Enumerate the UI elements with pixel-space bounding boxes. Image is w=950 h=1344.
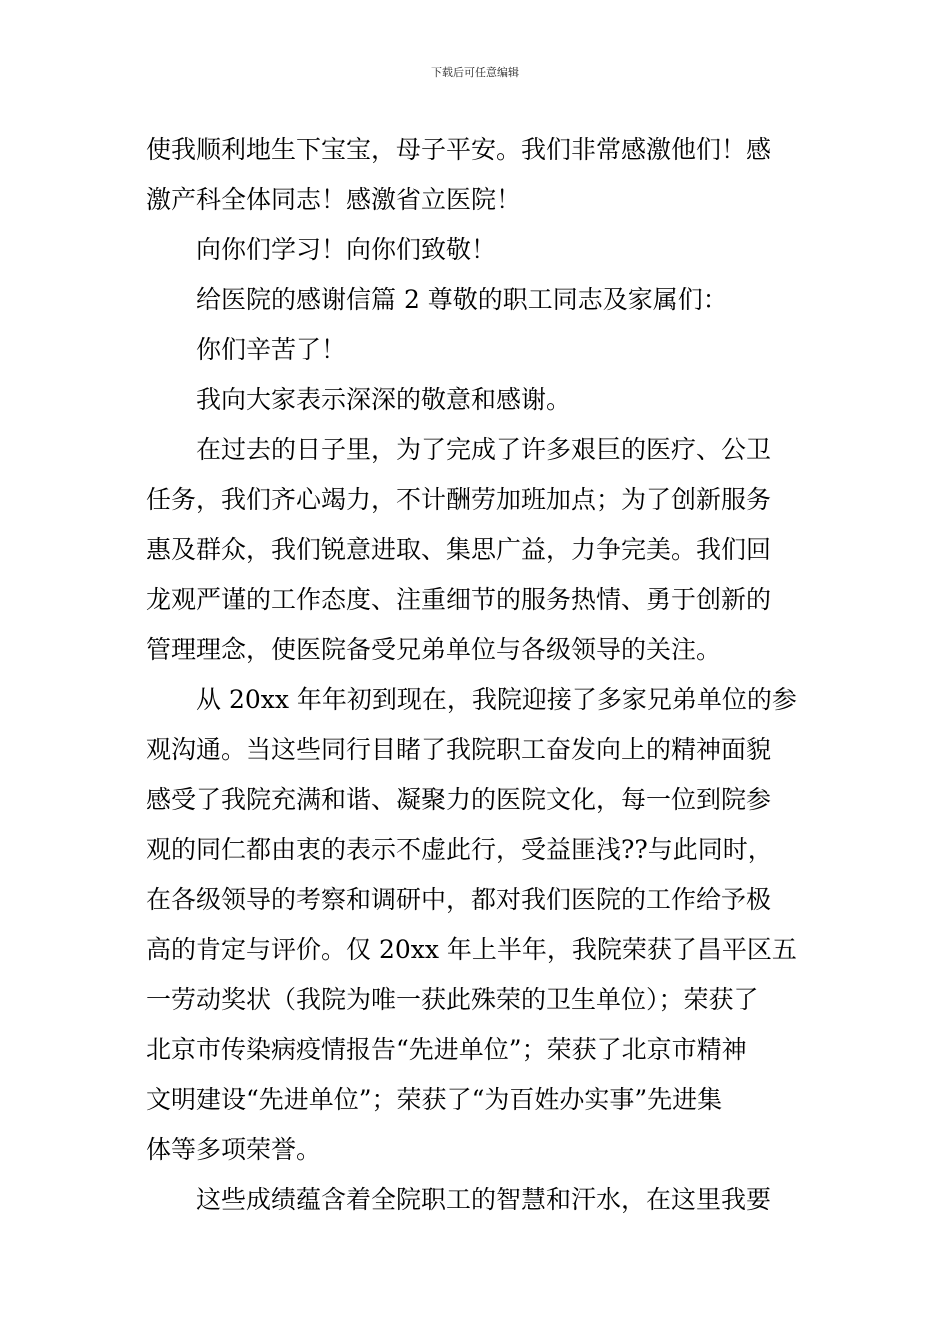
text-line: 一劳动奖状（我院为唯一获此殊荣的卫生单位）；荣获了 bbox=[146, 985, 759, 1014]
text-line: 给医院的感谢信篇 2 尊敬的职工同志及家属们： bbox=[196, 285, 728, 314]
text-line: 观沟通。当这些同行目睹了我院职工奋发向上的精神面貌 bbox=[146, 735, 772, 764]
text-line: 向你们学习！向你们致敬！ bbox=[196, 235, 497, 264]
text-line: 激产科全体同志！感激省立医院！ bbox=[146, 185, 522, 214]
text-line: 管理理念，使医院备受兄弟单位与各级领导的关注。 bbox=[146, 635, 722, 664]
text-line: 在过去的日子里，为了完成了许多艰巨的医疗、公卫 bbox=[196, 435, 772, 464]
text-line: 任务，我们齐心竭力，不计酬劳加班加点；为了创新服务 bbox=[146, 485, 772, 514]
text-line: 北京市传染病疫情报告“先进单位”；荣获了北京市精神 bbox=[146, 1035, 747, 1064]
text-line: 惠及群众，我们锐意进取、集思广益，力争完美。我们回 bbox=[146, 535, 772, 564]
text-line: 你们辛苦了！ bbox=[196, 335, 347, 364]
text-line: 龙观严谨的工作态度、注重细节的服务热情、勇于创新的 bbox=[146, 585, 772, 614]
text-line: 使我顺利地生下宝宝，母子平安。我们非常感激他们！感 bbox=[146, 135, 772, 164]
text-line: 高的肯定与评价。仅 20xx 年上半年，我院荣获了昌平区五 bbox=[146, 935, 797, 964]
header-note: 下载后可任意编辑 bbox=[431, 66, 519, 79]
text-line: 我向大家表示深深的敬意和感谢。 bbox=[196, 385, 572, 414]
text-line: 这些成绩蕴含着全院职工的智慧和汗水，在这里我要 bbox=[196, 1185, 772, 1214]
text-line: 在各级领导的考察和调研中，都对我们医院的工作给予极 bbox=[146, 885, 772, 914]
text-line: 从 20xx 年年初到现在，我院迎接了多家兄弟单位的参 bbox=[196, 685, 797, 714]
text-line: 感受了我院充满和谐、凝聚力的医院文化，每一位到院参 bbox=[146, 785, 772, 814]
text-line: 观的同仁都由衷的表示不虚此行，受益匪浅??与此同时， bbox=[146, 835, 773, 864]
text-line: 体等多项荣誉。 bbox=[146, 1135, 322, 1164]
text-line: 文明建设“先进单位”；荣获了“为百姓办实事”先进集 bbox=[146, 1085, 723, 1114]
